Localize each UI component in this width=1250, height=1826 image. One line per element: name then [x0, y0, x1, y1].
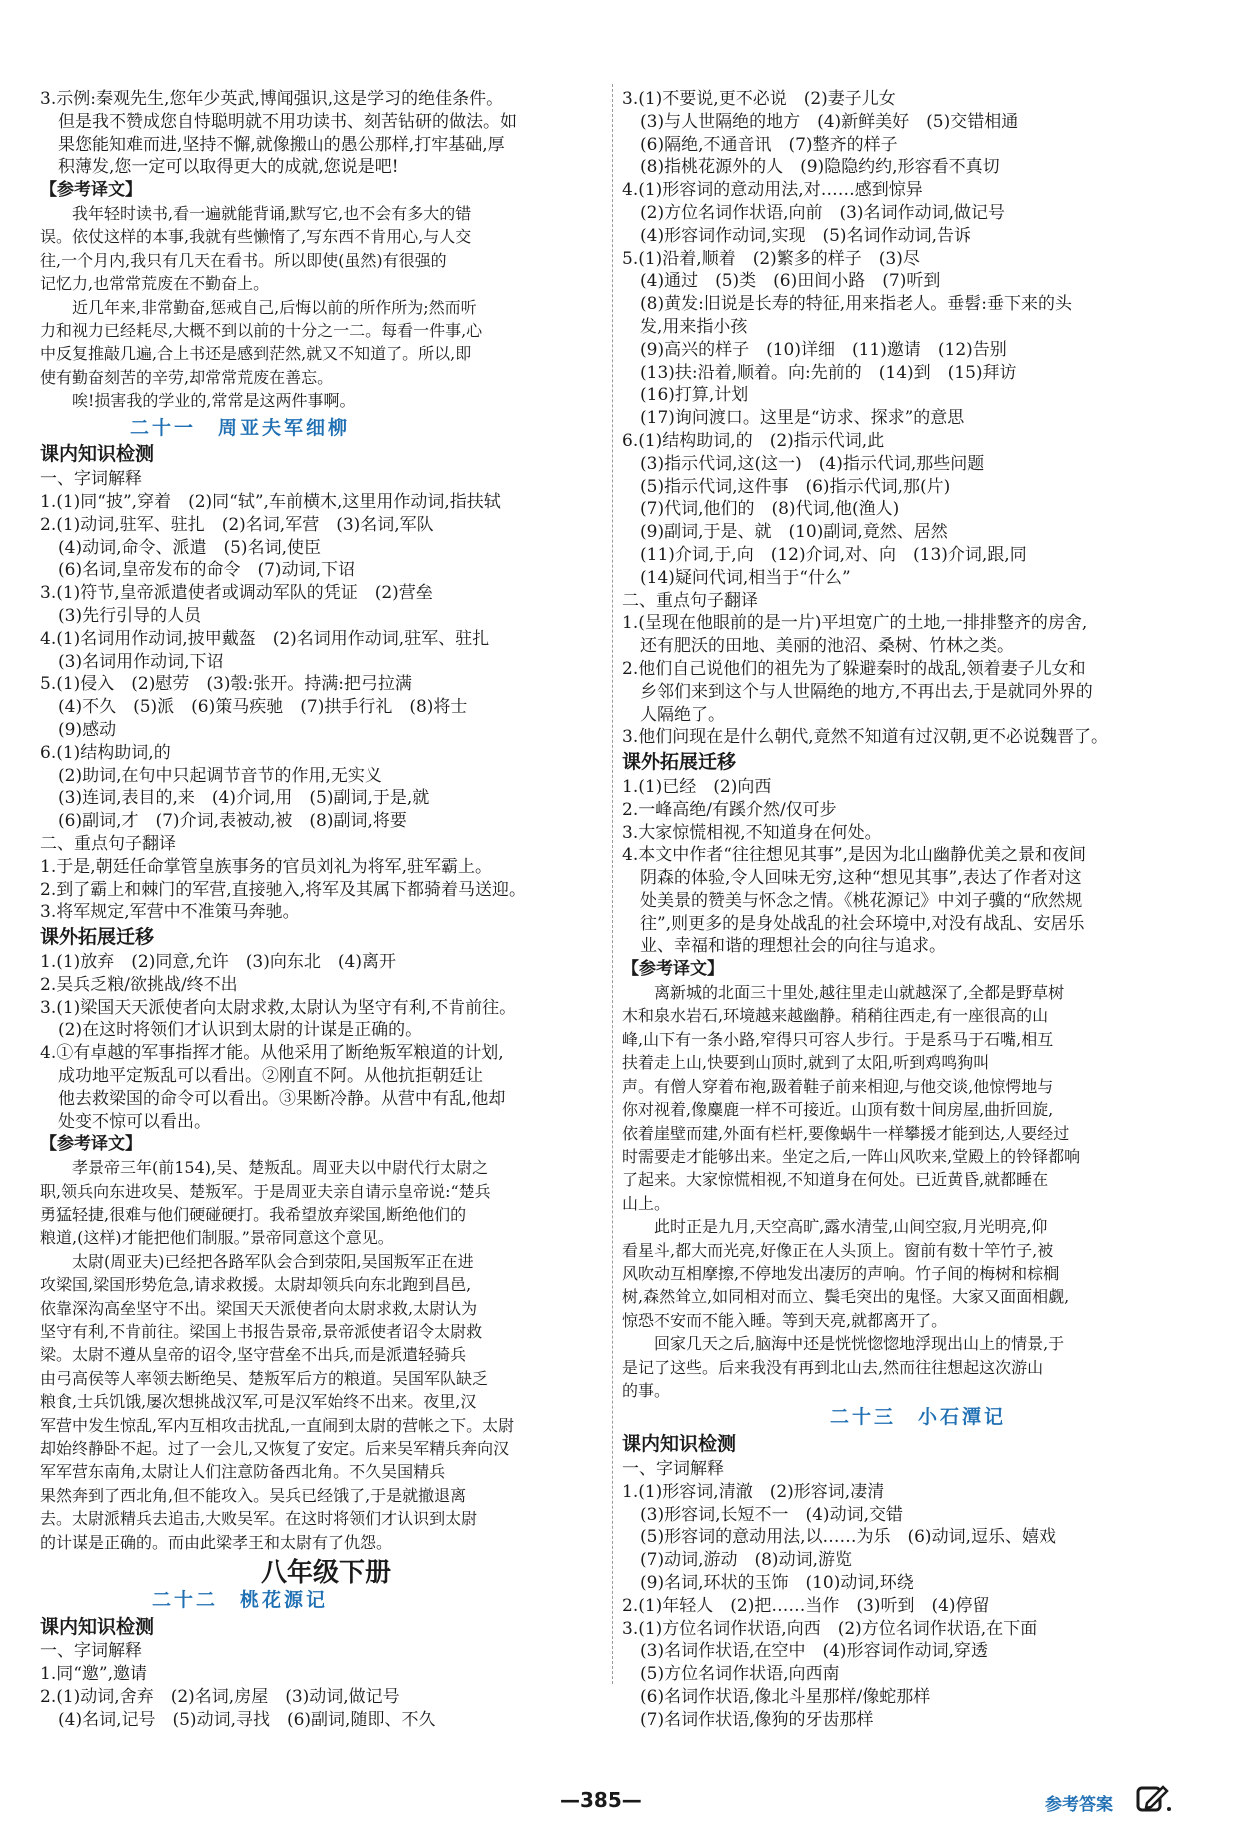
word-heading: 一、字词解释: [40, 469, 142, 490]
translation-line: 军军营东南角,太尉让人们注意防备西北角。不久吴国精兵: [40, 1462, 446, 1482]
text-line: (8)指桃花源外的人 (9)隐隐约约,形容看不真切: [640, 157, 1000, 178]
translation-line: 却始终静卧不起。过了一会儿,又恢复了安定。后来吴军精兵奔向汉: [40, 1439, 510, 1459]
translation-line: 近几年来,非常勤奋,惩戒自己,后悔以前的所作所为;然而听: [72, 297, 477, 317]
text-line: 4.(1)名词用作动词,披甲戴盔 (2)名词用作动词,驻军、驻扎: [40, 628, 490, 649]
text-line: 3.大家惊慌相视,不知道身在何处。: [622, 822, 882, 843]
translation-line: 由弓高侯等人率领去断绝吴、楚叛军后方的粮道。吴国军队缺乏: [40, 1368, 489, 1388]
text-line: 他去救梁国的命令可以看出。③果断冷静。从营中有乱,他却: [58, 1088, 506, 1109]
word-heading: 一、字词解释: [622, 1458, 724, 1479]
word-heading: 一、字词解释: [40, 1641, 142, 1662]
text-line: (11)介词,于,向 (12)介词,对、向 (13)介词,跟,同: [640, 544, 1027, 565]
text-line: (2)在这时将领们才认识到太尉的计谋是正确的。: [58, 1020, 423, 1041]
text-line: 还有肥沃的田地、美丽的池沼、桑树、竹林之类。: [640, 636, 1014, 657]
translation-line: 峰,山下有一条小路,窄得只可容人步行。于是系马于石嘴,相互: [622, 1029, 1054, 1049]
text-line: 4.①有卓越的军事指挥才能。从他采用了断绝叛军粮道的计划,: [40, 1043, 504, 1064]
knowledge-heading: 课内知识检测: [40, 1615, 155, 1638]
text-line: 1.(1)已经 (2)向西: [622, 776, 772, 797]
text-line: 2.到了霸上和棘门的军营,直接驰入,将军及其属下都骑着马送迎。: [40, 879, 527, 900]
translation-line: 的计谋是正确的。而由此梁孝王和太尉有了仇怨。: [40, 1532, 393, 1552]
sentence-translation-heading: 二、重点句子翻译: [40, 833, 176, 854]
text-line: 1.同“邀”,邀请: [40, 1664, 148, 1685]
text-line: 3.(1)方位名词作状语,向西 (2)方位名词作状语,在下面: [622, 1618, 1038, 1639]
answer-block-21: [40, 491, 612, 833]
text-line: 2.(1)动词,舍弃 (2)名词,房屋 (3)动词,做记号: [40, 1687, 400, 1708]
text-line: 2.一峰高绝/有蹊介然/仅可步: [622, 799, 837, 820]
text-line: 1.(1)放弃 (2)同意,允许 (3)向东北 (4)离开: [40, 951, 396, 972]
text-line: 阴森的体验,令人回味无穷,这种“想见其事”,表达了作者对这: [640, 868, 1082, 889]
translation-line: 木和泉水岩石,环境越来越幽静。稍稍往西走,有一座很高的山: [622, 1006, 1049, 1026]
text-line: 3.他们问现在是什么朝代,竟然不知道有过汉朝,更不必说魏晋了。: [622, 727, 1109, 748]
sentence-translation-22: [622, 612, 1214, 749]
text-line: 人隔绝了。: [640, 704, 725, 725]
translation-line: 梁。太尉不遵从皇帝的诏令,坚守营垒不出兵,而是派遣轻骑兵: [40, 1345, 467, 1365]
text-line: 4.本文中作者“往往想见其事”,是因为北山幽静优美之景和夜间: [622, 845, 1087, 866]
text-line: 3.示例:秦观先生,您年少英武,博闻强识,这是学习的绝佳条件。: [40, 89, 504, 109]
translation-line: 是记了这些。后来我没有再到北山去,然而往往想起这次游山: [622, 1357, 1044, 1377]
extension-heading: 课外拓展迁移: [40, 926, 155, 949]
text-line: (8)黄发:旧说是长寿的特征,用来指老人。垂髫:垂下来的头: [640, 294, 1072, 315]
translation-line: 记忆力,也常常荒废在不勤奋上。: [40, 274, 270, 294]
translation-line: 回家几天之后,脑海中还是恍恍惚惚地浮现出山上的情景,于: [654, 1334, 1065, 1354]
translation-line: 粮道,(这样)才能把他们制服。”景帝同意这个意见。: [40, 1228, 394, 1248]
section-title-23: 二十三 小石潭记: [829, 1406, 1006, 1429]
text-line: 4.(1)形容词的意动用法,对……感到惊异: [622, 180, 923, 201]
text-line: (7)代词,他们的 (8)代词,他(渔人): [640, 499, 900, 520]
text-line: 成功地平定叛乱可以看出。②刚直不阿。从他抗拒朝廷让: [58, 1065, 483, 1086]
page-number: —385—: [560, 1788, 642, 1812]
text-line: (6)名词,皇帝发布的命令 (7)动词,下诏: [58, 560, 355, 581]
text-line: (13)扶:沿着,顺着。向:先前的 (14)到 (15)拜访: [640, 362, 1017, 383]
translation-line: 果然奔到了西北角,但不能攻入。吴兵已经饿了,于是就撤退离: [40, 1485, 467, 1505]
reference-translation-heading: 【参考译文】: [40, 180, 142, 201]
text-line: 3.将军规定,军营中不准策马奔驰。: [40, 902, 300, 923]
right-column: [622, 88, 1214, 1732]
text-line: (3)连词,表目的,来 (4)介词,用 (5)副词,于是,就: [58, 788, 430, 809]
answer-block-20-3: [40, 88, 612, 179]
translation-line: 粮食,士兵饥饿,屡次想挑战汉军,可是汉军始终不出来。夜里,汉: [40, 1392, 477, 1412]
translation-line: 惊恐不安而不能入睡。等到天亮,就都离开了。: [622, 1310, 948, 1330]
translation-line: 攻梁国,梁国形势危急,请求救援。太尉却领兵向东北跑到昌邑,: [40, 1275, 472, 1295]
text-line: (6)副词,才 (7)介词,表被动,被 (8)副词,将要: [58, 811, 407, 832]
text-line: (16)打算,计划: [640, 385, 749, 406]
translation-line: 离新城的北面三十里处,越往里走山就越深了,全都是野草树: [654, 983, 1065, 1003]
text-line: 3.(1)梁国天天派使者向太尉求救,太尉认为坚守有利,不肯前往。: [40, 997, 517, 1018]
text-line: (3)与人世隔绝的地方 (4)新鲜美好 (5)交错相通: [640, 111, 1019, 132]
text-line: 处美景的赞美与怀念之情。《桃花源记》中刘子骥的“欣然规: [640, 890, 1083, 911]
translation-line: 看星斗,都大而光亮,好像正在人头顶上。窗前有数十竿竹子,被: [622, 1240, 1054, 1260]
answer-block-22-start: [40, 1663, 612, 1731]
column-divider: [612, 84, 613, 1684]
reference-translation-3: [622, 981, 1214, 1402]
text-line: 5.(1)沿着,顺着 (2)繁多的样子 (3)尽: [622, 248, 920, 269]
answer-key-label: 参考答案: [1045, 1795, 1113, 1815]
translation-line: 太尉(周亚夫)已经把各路军队会合到荥阳,吴国叛军正在进: [72, 1251, 474, 1271]
answer-block-23: [622, 1481, 1214, 1732]
translation-line: 军营中发生惊乱,军内互相攻击扰乱,一直闹到太尉的营帐之下。太尉: [40, 1415, 515, 1435]
text-line: 往”,则更多的是身处战乱的社会环境中,对没有战乱、安居乐: [640, 913, 1085, 934]
translation-line: 使有勤奋刻苦的辛劳,却常常荒废在善忘。: [40, 367, 334, 387]
text-line: 2.他们自己说他们的祖先为了躲避秦时的战乱,领着妻子儿女和: [622, 658, 1086, 679]
sentence-translation-heading: 二、重点句子翻译: [622, 590, 758, 611]
text-line: 乡邻们来到这个与人世隔绝的地方,不再出去,于是就同外界的: [640, 681, 1093, 702]
translation-line: 勇猛轻捷,很难与他们硬碰硬打。我希望放弃梁国,断绝他们的: [40, 1204, 467, 1224]
pencil-note-icon: [1135, 1783, 1171, 1815]
reference-translation-heading: 【参考译文】: [622, 959, 724, 980]
translation-line: 风吹动互相摩擦,不停地发出凄厉的声响。竹子间的梅树和棕榈: [622, 1263, 1060, 1283]
text-line: 2.吴兵乏粮/欲挑战/终不出: [40, 974, 238, 995]
translation-line: 山上。: [622, 1193, 671, 1213]
text-line: 果您能知难而进,坚持不懈,就像搬山的愚公那样,打牢基础,厚: [58, 134, 505, 155]
text-line: 发,用来指小孩: [640, 316, 748, 337]
text-line: 1.(1)形容词,清澈 (2)形容词,凄清: [622, 1481, 885, 1502]
text-line: 5.(1)侵入 (2)慰劳 (3)彀:张开。持满:把弓拉满: [40, 674, 412, 695]
text-line: 但是我不赞成您自恃聪明就不用功读书、刻苦钻研的做法。如: [58, 111, 517, 132]
section-title-22: 二十二 桃花源记: [151, 1588, 328, 1611]
translation-line: 误。依仗这样的本事,我就有些懒惰了,写东西不肯用心,与人交: [40, 227, 472, 247]
text-line: (3)指示代词,这(这一) (4)指示代词,那些问题: [640, 453, 985, 474]
text-line: (4)动词,命令、派遣 (5)名词,使臣: [58, 537, 321, 558]
reference-translation-2: [40, 1156, 612, 1554]
translation-line: 往,一个月内,我只有几天在看书。所以即使(虽然)有很强的: [40, 250, 447, 270]
left-column: [40, 88, 612, 1732]
translation-line: 此时正是九月,天空高旷,露水清莹,山间空寂,月光明亮,仰: [654, 1217, 1048, 1237]
text-line: (3)形容词,长短不一 (4)动词,交错: [640, 1504, 903, 1525]
text-line: (3)名词作状语,在空中 (4)形容词作动词,穿透: [640, 1641, 988, 1662]
text-line: (4)不久 (5)派 (6)策马疾驰 (7)拱手行礼 (8)将士: [58, 697, 468, 718]
text-line: (3)名词用作动词,下诏: [58, 651, 224, 672]
sentence-translation-21: [40, 856, 612, 924]
translation-line: 唉!损害我的学业的,常常是这两件事啊。: [72, 391, 356, 411]
text-line: (5)方位名词作状语,向西南: [640, 1664, 840, 1685]
translation-line: 中反复推敲几遍,合上书还是感到茫然,就又不知道了。所以,即: [40, 344, 472, 364]
text-line: 6.(1)结构助词,的: [40, 742, 171, 763]
translation-line: 了起来。大家惊慌相视,不知道身在何处。已近黄昏,就都睡在: [622, 1170, 1049, 1190]
extension-heading: 课外拓展迁移: [622, 751, 737, 774]
text-line: (2)助词,在句中只起调节音节的作用,无实义: [58, 765, 382, 786]
translation-line: 坚守有利,不肯前往。梁国上书报告景帝,景帝派使者诏令太尉救: [40, 1321, 483, 1341]
grade-title: 八年级下册: [260, 1558, 391, 1589]
translation-line: 孝景帝三年(前154),吴、楚叛乱。周亚夫以中尉代行太尉之: [72, 1158, 489, 1178]
text-line: (9)副词,于是、就 (10)副词,竟然、居然: [640, 522, 948, 543]
knowledge-heading: 课内知识检测: [622, 1433, 737, 1456]
translation-line: 扶着走上山,快要到山顶时,就到了太阳,听到鸡鸣狗叫: [622, 1053, 990, 1073]
translation-line: 树,森然耸立,如同相对而立、鬓毛突出的鬼怪。大家又面面相觑,: [622, 1287, 1070, 1307]
text-line: (5)指示代词,这件事 (6)指示代词,那(片): [640, 476, 951, 497]
translation-line: 你对视着,像麋鹿一样不可接近。山顶有数十间房屋,曲折回旋,: [622, 1100, 1054, 1120]
text-line: (9)感动: [58, 720, 117, 740]
text-line: 处变不惊可以看出。: [58, 1111, 211, 1132]
text-line: (9)高兴的样子 (10)详细 (11)邀请 (12)告别: [640, 339, 1007, 360]
translation-line: 依着崖壁而建,外面有栏杆,要像蜗牛一样攀援才能到达,人要经过: [622, 1123, 1070, 1143]
reference-translation-heading: 【参考译文】: [40, 1134, 142, 1155]
translation-line: 力和视力已经耗尽,大概不到以前的十分之一二。每看一件事,心: [40, 321, 483, 341]
reference-translation-1: [40, 202, 612, 413]
translation-line: 去。太尉派精兵去追击,大败吴军。在这时将领们才认识到太尉: [40, 1509, 478, 1529]
text-line: (14)疑问代词,相当于“什么”: [640, 567, 851, 588]
text-line: 3.(1)符节,皇帝派遣使者或调动军队的凭证 (2)营垒: [40, 583, 433, 604]
translation-line: 时需要走才能够出来。坐定之后,一阵山风吹来,堂殿上的铃铎都响: [622, 1146, 1081, 1166]
text-line: 1.于是,朝廷任命掌管皇族事务的官员刘礼为将军,驻军霸上。: [40, 856, 493, 877]
text-line: 业、幸福和谐的理想社会的向往与追求。: [640, 936, 946, 957]
extension-answers-21: [40, 951, 612, 1133]
extension-answers-22: [622, 776, 1214, 958]
translation-line: 我年轻时读书,看一遍就能背诵,默写它,也不会有多大的错: [72, 203, 472, 223]
text-line: 3.(1)不要说,更不必说 (2)妻子儿女: [622, 89, 896, 109]
text-line: (4)名词,记号 (5)动词,寻找 (6)副词,随即、不久: [58, 1709, 436, 1730]
answer-block-22: [622, 88, 1214, 590]
text-line: 6.(1)结构助词,的 (2)指示代词,此: [622, 430, 885, 451]
text-line: (6)隔绝,不通音讯 (7)整齐的样子: [640, 134, 898, 155]
knowledge-heading: 课内知识检测: [40, 443, 155, 466]
text-line: (17)询问渡口。这里是“访求、探求”的意思: [640, 408, 965, 429]
text-line: 1.(1)同“披”,穿着 (2)同“轼”,车前横木,这里用作动词,指扶轼: [40, 492, 501, 513]
translation-line: 依靠深沟高垒坚守不出。梁国天天派使者向太尉求救,太尉认为: [40, 1298, 478, 1318]
translation-line: 的事。: [622, 1380, 671, 1400]
text-line: (3)先行引导的人员: [58, 606, 202, 627]
text-line: (2)方位名词作状语,向前 (3)名词作动词,做记号: [640, 202, 1005, 223]
section-title-21: 二十一 周亚夫军细柳: [129, 416, 350, 439]
text-line: (4)形容词作动词,实现 (5)名词作动词,告诉: [640, 225, 971, 246]
text-line: (9)名词,环状的玉饰 (10)动词,环绕: [640, 1572, 914, 1593]
text-line: 2.(1)年轻人 (2)把……当作 (3)听到 (4)停留: [622, 1595, 990, 1616]
text-line: (4)通过 (5)类 (6)田间小路 (7)听到: [640, 271, 941, 292]
text-line: (7)动词,游动 (8)动词,游览: [640, 1550, 852, 1571]
text-line: 1.(呈现在他眼前的是一片)平坦宽广的土地,一排排整齐的房舍,: [622, 613, 1088, 634]
translation-line: 职,领兵向东进攻吴、楚叛军。于是周亚夫亲自请示皇帝说:“楚兵: [40, 1181, 491, 1201]
text-line: (7)名词作状语,像狗的牙齿那样: [640, 1709, 874, 1730]
text-line: 2.(1)动词,驻军、驻扎 (2)名词,军营 (3)名词,军队: [40, 514, 434, 535]
text-line: (5)形容词的意动用法,以……为乐 (6)动词,逗乐、嬉戏: [640, 1527, 1056, 1548]
translation-line: 声。有僧人穿着布袍,趿着鞋子前来相迎,与他交谈,他惊愕地与: [622, 1076, 1054, 1096]
text-line: 积薄发,您一定可以取得更大的成就,您说是吧!: [58, 157, 399, 178]
text-line: (6)名词作状语,像北斗星那样/像蛇那样: [640, 1686, 931, 1707]
